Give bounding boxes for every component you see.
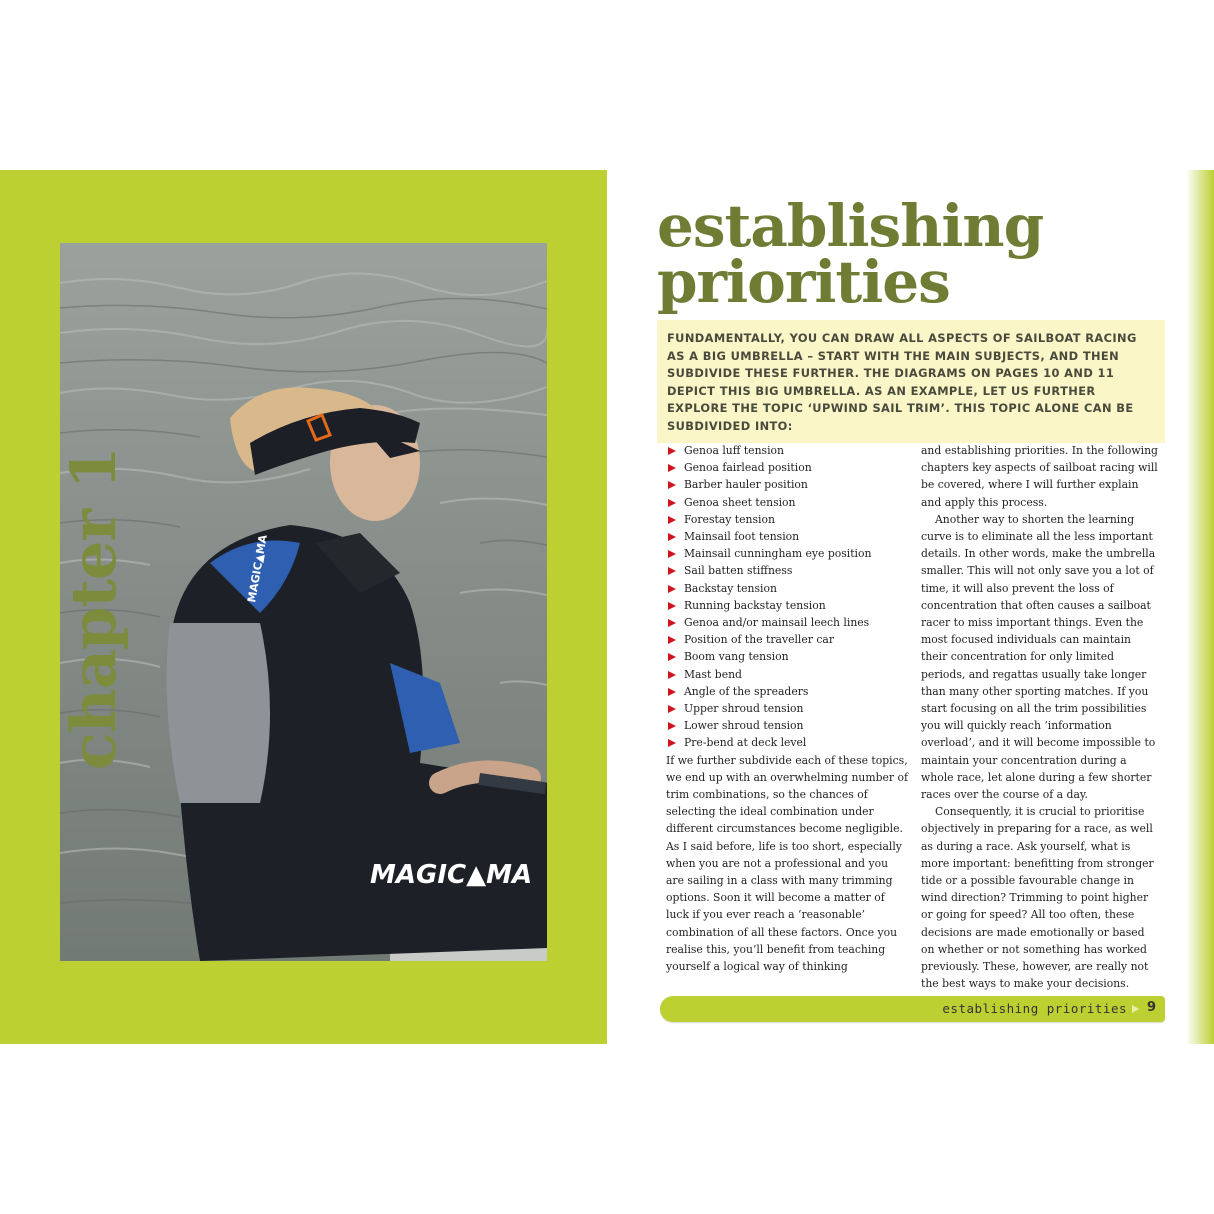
right-column [921,442,1159,993]
list-item-text: Forestay tension [684,512,775,526]
chapter-label: chapter 1 [57,447,130,770]
list-item-text: Upper shroud tension [684,702,804,716]
list-item [666,734,909,751]
jacket-text-upper: MAGIC▲MA [245,533,270,604]
list-item-text: Mainsail cunningham eye position [684,547,872,561]
list-item [666,545,909,562]
bullet-arrow-icon [668,447,676,455]
list-item-text: Sail batten stiffness [684,564,793,578]
left-column [666,442,909,975]
list-item-text: Genoa sheet tension [684,495,796,509]
list-item [666,631,909,648]
body-paragraph: Consequently, it is crucial to prioritise objectively in preparing for a race, as well as during a race. Ask yourself, what is more important: benefitting from stronger tide or a possible favourable change in wind direction? Trimming to point higher or going for speed? All too often, these decisions are made emotionally or based on whether or not something has worked previously. These, however, are really not the best ways to make your decisions. [921,805,1154,991]
bullet-arrow-icon [668,705,676,713]
bullet-arrow-icon [668,636,676,644]
list-item-text: Pre-bend at deck level [684,736,807,750]
body-paragraph: Another way to shorten the learning curve is to eliminate all the less important details. In other words, make the umbrella smaller. This will not only save you a lot of time, it will also prevent the loss of concentration that often causes a sailboat racer to miss important things. Even the most focused individuals can maintain their concentration for only limited periods, and regattas usually take longer than many other sporting matches. If you start focusing on all the trim possibilities you will quickly reach ‘information overload’, and it will become impossible to maintain your concentration during a whole race, let alone during a few shorter races over the course of a day. [921,512,1156,802]
list-item [666,683,909,700]
list-item-text: Mast bend [684,667,742,681]
list-item-text: Angle of the spreaders [684,684,809,698]
body-paragraph: and establishing priorities. In the following chapters key aspects of sailboat racing will be covered, where I will further explain and apply this process. [921,444,1158,509]
bullet-arrow-icon [668,499,676,507]
jacket-text-lower: MAGIC▲MA [370,860,533,890]
footer-arrow-icon [1132,1005,1139,1013]
bullet-arrow-icon [668,567,676,575]
list-item [666,597,909,614]
bullet-arrow-icon [668,619,676,627]
list-item [666,580,909,597]
sailor-illustration [60,243,547,961]
bullet-arrow-icon [668,585,676,593]
list-item-text: Lower shroud tension [684,719,804,733]
list-item-text: Backstay tension [684,581,777,595]
list-item-text: Barber hauler position [684,478,808,492]
list-item-text: Genoa luff tension [684,444,784,457]
bullet-arrow-icon [668,671,676,679]
list-item [666,442,909,459]
list-item-text: Mainsail foot tension [684,530,800,544]
bullet-arrow-icon [668,533,676,541]
page-edge-strip [1186,170,1214,1044]
list-item-text: Genoa fairlead position [684,461,812,475]
title-line-1: establishing [657,192,1044,260]
list-item [666,700,909,717]
list-item-text: Genoa and/or mainsail leech lines [684,616,870,630]
bullet-arrow-icon [668,464,676,472]
bullet-arrow-icon [668,688,676,696]
page-number: 9 [1146,1000,1156,1015]
list-item [666,614,909,631]
bullet-arrow-icon [668,653,676,661]
list-item [666,648,909,665]
list-item [666,494,909,511]
right-page [607,170,1214,1044]
bullet-arrow-icon [668,602,676,610]
bullet-arrow-icon [668,481,676,489]
title-line-2: priorities [657,248,950,316]
bullet-arrow-icon [668,739,676,747]
list-item-text: Position of the traveller car [684,633,835,647]
body-paragraph: If we further subdivide each of these topics, we end up with an overwhelming number of trim combinations, so the chances of selecting the ideal combination under different circumstances become negligible. As I said before, life is too short, especially when you are not a professional and you are sailing in a class with many trimming options. Soon it will become a matter of luck if you ever reach a ‘reasonable’ combination of all these factors. Once you realise this, you’ll benefit from teaching yourself a logical way of thinking [666,753,909,974]
list-item [666,666,909,683]
page-title [657,192,1044,316]
bullet-arrow-icon [668,550,676,558]
bullet-arrow-icon [668,722,676,730]
running-footer [660,996,1165,1022]
list-item [666,511,909,528]
bullet-list [666,442,909,752]
list-item-text: Boom vang tension [684,650,789,664]
list-item [666,528,909,545]
bullet-arrow-icon [668,516,676,524]
list-item [666,476,909,493]
footer-title: establishing priorities [942,1001,1127,1016]
intro-box: FUNDAMENTALLY, YOU CAN DRAW ALL ASPECTS OF SAILBOAT RACING AS A BIG UMBRELLA – START WITH THE MAIN SUBJECTS, AND THEN SUBDIVIDE THESE FURTHER. THE DIAGRAMS ON PAGES 10 AND 11 DEPICT THIS BIG UMBRELLA. AS AN EXAMPLE, LET US FURTHER EXPLORE THE TOPIC ‘UPWIND SAIL TRIM’. THIS TOPIC ALONE CAN BE SUBDIVIDED INTO: [657,320,1165,443]
list-item [666,717,909,734]
list-item [666,459,909,476]
left-page [0,170,607,1044]
sailor-photo [60,243,547,961]
list-item-text: Running backstay tension [684,598,826,612]
list-item [666,562,909,579]
